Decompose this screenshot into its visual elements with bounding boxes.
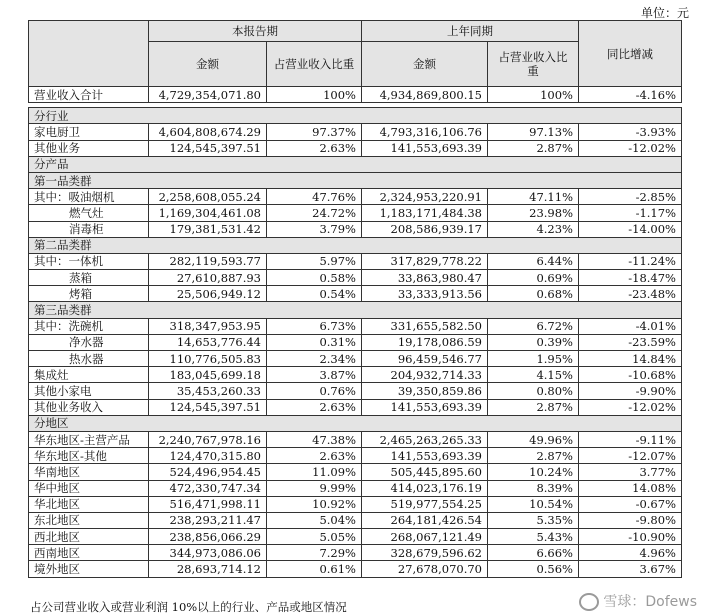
last-year-amount: 505,445,895.60 bbox=[362, 464, 488, 480]
row-label: 净水器 bbox=[29, 334, 149, 350]
current-amount: 110,776,505.83 bbox=[149, 351, 267, 367]
table-row bbox=[29, 367, 682, 383]
table-row bbox=[29, 399, 682, 415]
last-year-amount: 33,333,913.56 bbox=[362, 286, 488, 302]
header-last-period: 上年同期 bbox=[362, 21, 579, 42]
last-year-ratio: 23.98% bbox=[488, 205, 579, 221]
current-amount: 4,604,808,674.29 bbox=[149, 124, 267, 140]
section-label: 分地区 bbox=[29, 415, 682, 431]
table-row bbox=[29, 318, 682, 334]
current-amount: 183,045,699.18 bbox=[149, 367, 267, 383]
last-year-amount: 328,679,596.62 bbox=[362, 545, 488, 561]
current-amount: 35,453,260.33 bbox=[149, 383, 267, 399]
current-ratio: 5.04% bbox=[267, 512, 362, 528]
last-year-amount: 27,678,070.70 bbox=[362, 561, 488, 577]
group-1 bbox=[29, 172, 682, 188]
last-year-ratio: 2.87% bbox=[488, 140, 579, 156]
last-year-amount: 141,553,693.39 bbox=[362, 399, 488, 415]
current-ratio: 2.63% bbox=[267, 140, 362, 156]
row-label: 其他小家电 bbox=[29, 383, 149, 399]
current-amount: 524,496,954.45 bbox=[149, 464, 267, 480]
current-amount: 282,119,593.77 bbox=[149, 253, 267, 269]
row-label: 西北地区 bbox=[29, 529, 149, 545]
last-year-ratio: 0.68% bbox=[488, 286, 579, 302]
current-amount: 238,293,211.47 bbox=[149, 512, 267, 528]
table-row bbox=[29, 496, 682, 512]
current-ratio: 3.79% bbox=[267, 221, 362, 237]
yoy-change: -0.67% bbox=[579, 496, 682, 512]
row-label: 其中：吸油烟机 bbox=[29, 189, 149, 205]
last-year-amount: 268,067,121.49 bbox=[362, 529, 488, 545]
table-row bbox=[29, 286, 682, 302]
watermark bbox=[579, 591, 697, 611]
last-year-ratio: 8.39% bbox=[488, 480, 579, 496]
current-amount: 14,653,776.44 bbox=[149, 334, 267, 350]
current-amount: 1,169,304,461.08 bbox=[149, 205, 267, 221]
yoy-change: -12.02% bbox=[579, 399, 682, 415]
last-year-amount: 1,183,171,484.38 bbox=[362, 205, 488, 221]
section-industry bbox=[29, 108, 682, 124]
yoy-change: -12.02% bbox=[579, 140, 682, 156]
last-year-amount: 33,863,980.47 bbox=[362, 270, 488, 286]
section-label: 第三品类群 bbox=[29, 302, 682, 318]
last-year-amount: 317,829,778.22 bbox=[362, 253, 488, 269]
last-year-amount: 141,553,693.39 bbox=[362, 140, 488, 156]
current-ratio: 5.97% bbox=[267, 253, 362, 269]
table-row bbox=[29, 221, 682, 237]
current-amount: 25,506,949.12 bbox=[149, 286, 267, 302]
current-ratio: 9.99% bbox=[267, 480, 362, 496]
snowball-logo-icon bbox=[579, 593, 599, 611]
header-yoy: 同比增减 bbox=[579, 21, 682, 87]
last-year-ratio: 0.80% bbox=[488, 383, 579, 399]
yoy-change: 14.08% bbox=[579, 480, 682, 496]
last-year-ratio: 49.96% bbox=[488, 431, 579, 447]
yoy-change: -18.47% bbox=[579, 270, 682, 286]
header-current-period: 本报告期 bbox=[149, 21, 362, 42]
last-year-ratio: 2.87% bbox=[488, 448, 579, 464]
last-year-ratio: 5.35% bbox=[488, 512, 579, 528]
last-year-ratio: 0.39% bbox=[488, 334, 579, 350]
current-ratio: 5.05% bbox=[267, 529, 362, 545]
table-row bbox=[29, 545, 682, 561]
row-label: 西南地区 bbox=[29, 545, 149, 561]
last-year-ratio: 0.56% bbox=[488, 561, 579, 577]
header-amount: 金额 bbox=[149, 42, 267, 87]
last-year-amount: 39,350,859.86 bbox=[362, 383, 488, 399]
table-row bbox=[29, 512, 682, 528]
header-ratio-ly: 占营业收入比 重 bbox=[488, 42, 579, 87]
row-label: 华东地区-主营产品 bbox=[29, 431, 149, 447]
yoy-change: -11.24% bbox=[579, 253, 682, 269]
current-ratio: 2.63% bbox=[267, 399, 362, 415]
last-year-amount: 96,459,546.77 bbox=[362, 351, 488, 367]
current-ratio: 0.54% bbox=[267, 286, 362, 302]
yoy-change: -23.59% bbox=[579, 334, 682, 350]
row-label: 烤箱 bbox=[29, 286, 149, 302]
row-label: 境外地区 bbox=[29, 561, 149, 577]
last-year-ratio: 4.15% bbox=[488, 367, 579, 383]
table-row bbox=[29, 383, 682, 399]
row-label: 华中地区 bbox=[29, 480, 149, 496]
row-label: 营业收入合计 bbox=[29, 87, 149, 103]
yoy-change: -12.07% bbox=[579, 448, 682, 464]
current-ratio: 7.29% bbox=[267, 545, 362, 561]
yoy-change: -23.48% bbox=[579, 286, 682, 302]
table-row bbox=[29, 448, 682, 464]
last-year-amount: 208,586,939.17 bbox=[362, 221, 488, 237]
table-row bbox=[29, 270, 682, 286]
table-row bbox=[29, 561, 682, 577]
current-amount: 318,347,953.95 bbox=[149, 318, 267, 334]
last-year-amount: 331,655,582.50 bbox=[362, 318, 488, 334]
last-year-ratio: 47.11% bbox=[488, 189, 579, 205]
current-amount: 238,856,066.29 bbox=[149, 529, 267, 545]
section-label: 第二品类群 bbox=[29, 237, 682, 253]
current-ratio: 0.58% bbox=[267, 270, 362, 286]
last-year-ratio: 10.54% bbox=[488, 496, 579, 512]
last-year-amount: 264,181,426.54 bbox=[362, 512, 488, 528]
watermark-text: 雪球：Dofews bbox=[603, 594, 697, 610]
yoy-change: -4.16% bbox=[579, 87, 682, 103]
last-year-amount: 4,793,316,106.76 bbox=[362, 124, 488, 140]
last-year-ratio: 10.24% bbox=[488, 464, 579, 480]
current-ratio: 10.92% bbox=[267, 496, 362, 512]
row-label: 华北地区 bbox=[29, 496, 149, 512]
current-ratio: 97.37% bbox=[267, 124, 362, 140]
group-3 bbox=[29, 302, 682, 318]
yoy-change: -4.01% bbox=[579, 318, 682, 334]
yoy-change: -9.80% bbox=[579, 512, 682, 528]
current-ratio: 24.72% bbox=[267, 205, 362, 221]
row-label: 其他业务 bbox=[29, 140, 149, 156]
row-label: 家电厨卫 bbox=[29, 124, 149, 140]
current-amount: 472,330,747.34 bbox=[149, 480, 267, 496]
current-ratio: 2.34% bbox=[267, 351, 362, 367]
row-label: 蒸箱 bbox=[29, 270, 149, 286]
total-row bbox=[29, 87, 682, 103]
current-amount: 2,258,608,055.24 bbox=[149, 189, 267, 205]
current-ratio: 0.61% bbox=[267, 561, 362, 577]
table-row bbox=[29, 124, 682, 140]
yoy-change: -10.90% bbox=[579, 529, 682, 545]
row-label: 其他业务收入 bbox=[29, 399, 149, 415]
section-label: 第一品类群 bbox=[29, 172, 682, 188]
table-row bbox=[29, 253, 682, 269]
current-ratio: 47.38% bbox=[267, 431, 362, 447]
current-ratio: 11.09% bbox=[267, 464, 362, 480]
yoy-change: -3.93% bbox=[579, 124, 682, 140]
current-amount: 344,973,086.06 bbox=[149, 545, 267, 561]
row-label: 燃气灶 bbox=[29, 205, 149, 221]
section-label: 分产品 bbox=[29, 156, 682, 172]
current-ratio: 2.63% bbox=[267, 448, 362, 464]
last-year-ratio: 6.72% bbox=[488, 318, 579, 334]
current-amount: 124,470,315.80 bbox=[149, 448, 267, 464]
last-year-amount: 519,977,554.25 bbox=[362, 496, 488, 512]
last-year-amount: 2,465,263,265.33 bbox=[362, 431, 488, 447]
section-region bbox=[29, 415, 682, 431]
row-label: 热水器 bbox=[29, 351, 149, 367]
yoy-change: -2.85% bbox=[579, 189, 682, 205]
group-2 bbox=[29, 237, 682, 253]
last-year-ratio: 100% bbox=[488, 87, 579, 103]
current-ratio: 3.87% bbox=[267, 367, 362, 383]
last-year-amount: 141,553,693.39 bbox=[362, 448, 488, 464]
row-label: 华南地区 bbox=[29, 464, 149, 480]
row-label: 消毒柜 bbox=[29, 221, 149, 237]
table-row bbox=[29, 529, 682, 545]
table-row bbox=[29, 431, 682, 447]
current-amount: 27,610,887.93 bbox=[149, 270, 267, 286]
current-amount: 516,471,998.11 bbox=[149, 496, 267, 512]
yoy-change: 14.84% bbox=[579, 351, 682, 367]
last-year-amount: 19,178,086.59 bbox=[362, 334, 488, 350]
section-product bbox=[29, 156, 682, 172]
yoy-change: -14.00% bbox=[579, 221, 682, 237]
yoy-change: 4.96% bbox=[579, 545, 682, 561]
table-row bbox=[29, 334, 682, 350]
table-row bbox=[29, 464, 682, 480]
current-ratio: 100% bbox=[267, 87, 362, 103]
yoy-change: -9.90% bbox=[579, 383, 682, 399]
row-label: 其中：一体机 bbox=[29, 253, 149, 269]
header-ratio: 占营业收入比重 bbox=[267, 42, 362, 87]
current-amount: 28,693,714.12 bbox=[149, 561, 267, 577]
header-blank bbox=[29, 21, 149, 87]
current-amount: 124,545,397.51 bbox=[149, 399, 267, 415]
table-row bbox=[29, 205, 682, 221]
current-ratio: 0.76% bbox=[267, 383, 362, 399]
yoy-change: -9.11% bbox=[579, 431, 682, 447]
last-year-ratio: 1.95% bbox=[488, 351, 579, 367]
last-year-ratio: 97.13% bbox=[488, 124, 579, 140]
table-row bbox=[29, 140, 682, 156]
footnote: 占公司营业收入或营业利润 10%以上的行业、产品或地区情况 bbox=[30, 600, 347, 614]
current-ratio: 0.31% bbox=[267, 334, 362, 350]
current-amount: 124,545,397.51 bbox=[149, 140, 267, 156]
table-row bbox=[29, 351, 682, 367]
section-label: 分行业 bbox=[29, 108, 682, 124]
last-year-amount: 204,932,714.33 bbox=[362, 367, 488, 383]
revenue-table bbox=[28, 20, 682, 578]
last-year-ratio: 4.23% bbox=[488, 221, 579, 237]
last-year-ratio: 2.87% bbox=[488, 399, 579, 415]
last-year-amount: 4,934,869,800.15 bbox=[362, 87, 488, 103]
row-label: 其中：洗碗机 bbox=[29, 318, 149, 334]
row-label: 集成灶 bbox=[29, 367, 149, 383]
yoy-change: 3.67% bbox=[579, 561, 682, 577]
table-row bbox=[29, 480, 682, 496]
current-amount: 2,240,767,978.16 bbox=[149, 431, 267, 447]
last-year-ratio: 6.66% bbox=[488, 545, 579, 561]
current-amount: 179,381,531.42 bbox=[149, 221, 267, 237]
yoy-change: -10.68% bbox=[579, 367, 682, 383]
header-row-1 bbox=[29, 21, 682, 42]
current-amount: 4,729,354,071.80 bbox=[149, 87, 267, 103]
last-year-amount: 414,023,176.19 bbox=[362, 480, 488, 496]
row-label: 华东地区-其他 bbox=[29, 448, 149, 464]
current-ratio: 47.76% bbox=[267, 189, 362, 205]
table-row bbox=[29, 189, 682, 205]
row-label: 东北地区 bbox=[29, 512, 149, 528]
last-year-ratio: 5.43% bbox=[488, 529, 579, 545]
unit-label: 单位：元 bbox=[640, 6, 689, 20]
last-year-ratio: 6.44% bbox=[488, 253, 579, 269]
header-amount-ly: 金额 bbox=[362, 42, 488, 87]
last-year-amount: 2,324,953,220.91 bbox=[362, 189, 488, 205]
yoy-change: 3.77% bbox=[579, 464, 682, 480]
yoy-change: -1.17% bbox=[579, 205, 682, 221]
last-year-ratio: 0.69% bbox=[488, 270, 579, 286]
current-ratio: 6.73% bbox=[267, 318, 362, 334]
